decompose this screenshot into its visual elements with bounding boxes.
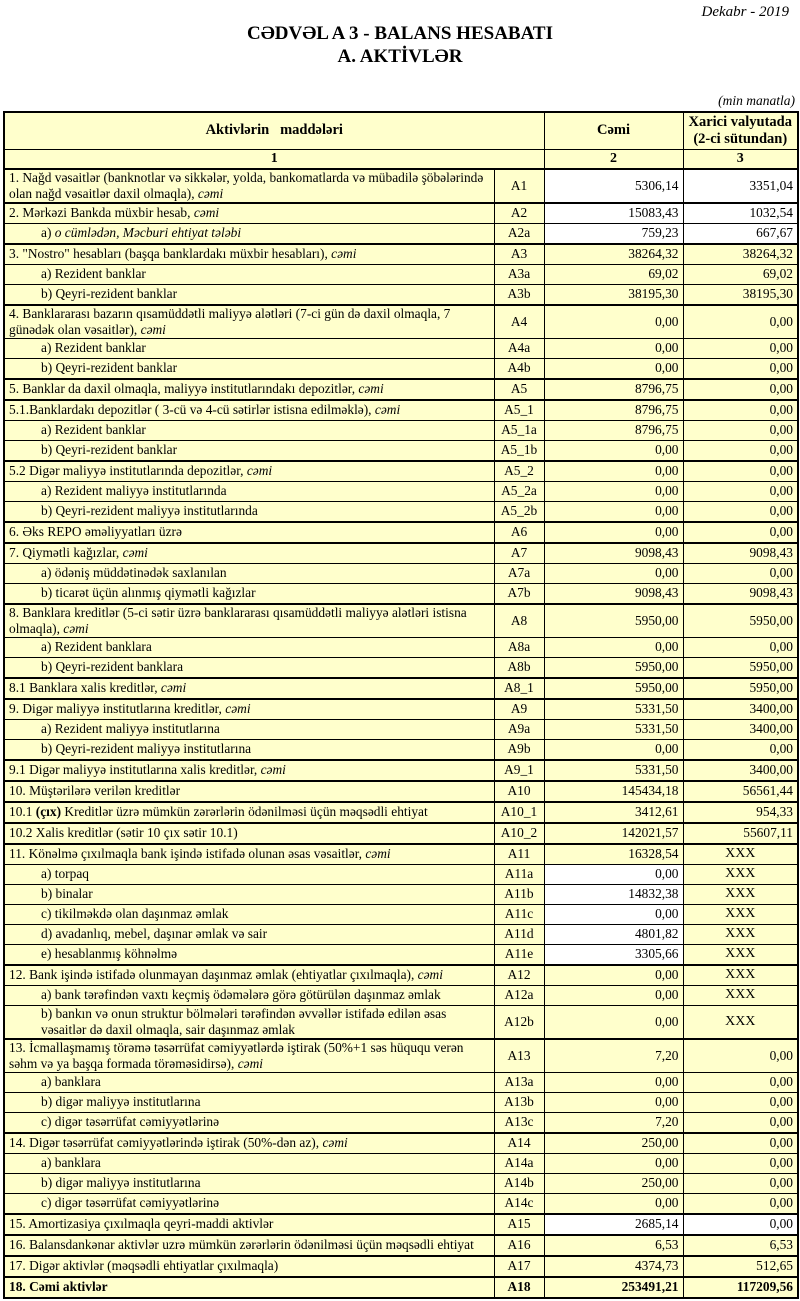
table-row [4, 904, 798, 924]
title-line-2: A. AKTİVLƏR [337, 45, 463, 67]
row-label: a) bank tərəfindən vaxtı keçmiş ödəmələrə görə götürülən daşınmaz əmlak [4, 985, 494, 1005]
foreign-currency-value: 0,00 [683, 1153, 798, 1173]
row-code: A13b [494, 1092, 544, 1112]
table-row [4, 501, 798, 522]
row-label: a) o cümlədən, Məcburi ehtiyat tələbi [4, 223, 494, 244]
row-label: 2. Mərkəzi Bankda müxbir hesab, cəmi [4, 203, 494, 224]
total-value: 7,20 [544, 1039, 683, 1073]
table-row [4, 379, 798, 400]
row-code: A5_2b [494, 501, 544, 522]
total-value: 5950,00 [544, 678, 683, 699]
foreign-currency-value: 5950,00 [683, 604, 798, 638]
table-row [4, 604, 798, 638]
table-row [4, 1133, 798, 1154]
row-code: A3a [494, 264, 544, 284]
row-code: A9 [494, 699, 544, 720]
total-value: 9098,43 [544, 543, 683, 564]
foreign-currency-value: 9098,43 [683, 583, 798, 604]
total-value: 6,53 [544, 1235, 683, 1256]
row-code: A10_1 [494, 802, 544, 823]
total-value: 5306,14 [544, 169, 683, 203]
table-header-row [4, 112, 798, 150]
total-value: 250,00 [544, 1133, 683, 1154]
row-label: a) ödəniş müddətinədək saxlanılan [4, 563, 494, 583]
foreign-currency-value: 0,00 [683, 338, 798, 358]
table-row [4, 338, 798, 358]
row-code: A8_1 [494, 678, 544, 699]
table-row [4, 1214, 798, 1235]
table-row [4, 781, 798, 802]
row-code: A13 [494, 1039, 544, 1073]
table-row [4, 400, 798, 421]
row-code: A12 [494, 965, 544, 986]
row-label: b) binalar [4, 884, 494, 904]
table-row [4, 1153, 798, 1173]
row-code: A3 [494, 244, 544, 265]
table-row [4, 719, 798, 739]
row-code: A7b [494, 583, 544, 604]
col-header-foreign-line1: Xarici valyutada [688, 114, 792, 131]
row-code: A15 [494, 1214, 544, 1235]
row-label: b) digər maliyyə institutlarına [4, 1173, 494, 1193]
total-value: 8796,75 [544, 379, 683, 400]
foreign-currency-value: 0,00 [683, 379, 798, 400]
col-header-items: Aktivlərin maddələri [4, 112, 544, 150]
col-header-foreign [683, 112, 798, 150]
total-value: 5950,00 [544, 604, 683, 638]
foreign-currency-value: XXX [683, 844, 798, 865]
total-value: 38264,32 [544, 244, 683, 265]
row-code: A10 [494, 781, 544, 802]
total-value: 0,00 [544, 864, 683, 884]
row-label: a) banklara [4, 1153, 494, 1173]
row-label: 7. Qiymətli kağızlar, cəmi [4, 543, 494, 564]
row-label: c) digər təsərrüfat cəmiyyətlərinə [4, 1193, 494, 1214]
row-code: A5_2 [494, 461, 544, 482]
foreign-currency-value: XXX [683, 1005, 798, 1039]
foreign-currency-value: 0,00 [683, 305, 798, 339]
foreign-currency-value: 0,00 [683, 481, 798, 501]
row-code: A4 [494, 305, 544, 339]
total-value: 16328,54 [544, 844, 683, 865]
table-row [4, 760, 798, 781]
foreign-currency-value: XXX [683, 864, 798, 884]
row-code: A2 [494, 203, 544, 224]
row-code: A7a [494, 563, 544, 583]
total-value: 5331,50 [544, 760, 683, 781]
total-value: 8796,75 [544, 420, 683, 440]
row-label: b) Qeyri-rezident banklara [4, 657, 494, 678]
foreign-currency-value: 3400,00 [683, 719, 798, 739]
table-row [4, 440, 798, 461]
foreign-currency-value: 0,00 [683, 1112, 798, 1133]
total-value: 3305,66 [544, 944, 683, 965]
foreign-currency-value: 56561,44 [683, 781, 798, 802]
row-label: 12. Bank işində istifadə olunmayan daşınmaz əmlak (ehtiyatlar çıxılmaqla), cəmi [4, 965, 494, 986]
row-code: A8b [494, 657, 544, 678]
foreign-currency-value: 55607,11 [683, 823, 798, 844]
total-value: 0,00 [544, 461, 683, 482]
total-value: 8796,75 [544, 400, 683, 421]
table-row [4, 305, 798, 339]
row-label: 9.1 Digər maliyyə institutlarına xalis kreditlər, cəmi [4, 760, 494, 781]
row-label: a) Rezident maliyyə institutlarında [4, 481, 494, 501]
table-row [4, 802, 798, 823]
row-label: c) digər təsərrüfat cəmiyyətlərinə [4, 1112, 494, 1133]
row-code: A4b [494, 358, 544, 379]
row-code: A12b [494, 1005, 544, 1039]
table-row [4, 884, 798, 904]
row-code: A13a [494, 1072, 544, 1092]
total-value: 0,00 [544, 358, 683, 379]
total-value: 7,20 [544, 1112, 683, 1133]
total-value: 0,00 [544, 1193, 683, 1214]
table-row [4, 1235, 798, 1256]
foreign-currency-value: 5950,00 [683, 678, 798, 699]
row-label: 5.2 Digər maliyyə institutlarında depozitlər, cəmi [4, 461, 494, 482]
row-code: A3b [494, 284, 544, 305]
row-code: A16 [494, 1235, 544, 1256]
table-row [4, 1277, 798, 1298]
table-row [4, 678, 798, 699]
total-value: 0,00 [544, 1072, 683, 1092]
foreign-currency-value: 38264,32 [683, 244, 798, 265]
total-value: 15083,43 [544, 203, 683, 224]
foreign-currency-value: 0,00 [683, 1133, 798, 1154]
foreign-currency-value: 0,00 [683, 440, 798, 461]
row-code: A7 [494, 543, 544, 564]
table-row [4, 823, 798, 844]
foreign-currency-value: 0,00 [683, 420, 798, 440]
total-value: 5950,00 [544, 657, 683, 678]
report-period: Dekabr - 2019 [701, 4, 789, 20]
foreign-currency-value: 0,00 [683, 739, 798, 760]
foreign-currency-value: XXX [683, 924, 798, 944]
row-code: A5_2a [494, 481, 544, 501]
foreign-currency-value: XXX [683, 884, 798, 904]
col-number-foreign: 3 [683, 149, 798, 169]
foreign-currency-value: 3351,04 [683, 169, 798, 203]
row-code: A9_1 [494, 760, 544, 781]
row-label: a) banklara [4, 1072, 494, 1092]
row-code: A17 [494, 1256, 544, 1277]
table-row [4, 420, 798, 440]
column-number-row [4, 149, 798, 169]
total-value: 253491,21 [544, 1277, 683, 1298]
foreign-currency-value: 6,53 [683, 1235, 798, 1256]
row-label: b) Qeyri-rezident maliyyə institutlarına [4, 739, 494, 760]
table-row [4, 864, 798, 884]
table-row [4, 985, 798, 1005]
row-code: A11d [494, 924, 544, 944]
foreign-currency-value: 512,65 [683, 1256, 798, 1277]
total-value: 0,00 [544, 1153, 683, 1173]
foreign-currency-value: 0,00 [683, 1173, 798, 1193]
foreign-currency-value: 0,00 [683, 1214, 798, 1235]
row-code: A1 [494, 169, 544, 203]
row-label: 5.1.Banklardakı depozitlər ( 3-cü və 4-cü sətirlər istisna edilməklə), cəmi [4, 400, 494, 421]
foreign-currency-value: 0,00 [683, 400, 798, 421]
total-value: 69,02 [544, 264, 683, 284]
row-label: b) ticarət üçün alınmış qiymətli kağızlar [4, 583, 494, 604]
total-value: 145434,18 [544, 781, 683, 802]
table-row [4, 358, 798, 379]
total-value: 14832,38 [544, 884, 683, 904]
total-value: 0,00 [544, 904, 683, 924]
col-number-items: 1 [4, 149, 544, 169]
row-label: b) bankın və onun struktur bölmələri tərəfindən əvvəllər istifadə edilən əsas vəsaitlər də daxil olmaqla, sair daşınmaz əmlak [4, 1005, 494, 1039]
foreign-currency-value: 9098,43 [683, 543, 798, 564]
row-code: A11a [494, 864, 544, 884]
foreign-currency-value: 954,33 [683, 802, 798, 823]
total-value: 0,00 [544, 338, 683, 358]
row-label: b) Qeyri-rezident banklar [4, 358, 494, 379]
total-value: 0,00 [544, 522, 683, 543]
foreign-currency-value: 0,00 [683, 1193, 798, 1214]
col-header-foreign-line2: (2-ci sütundan) [693, 130, 788, 147]
row-label: 16. Balansdankənar aktivlər uzrə mümkün zərərlərin ödənilməsi üçün məqsədli ehtiyat [4, 1235, 494, 1256]
assets-table [3, 111, 799, 1299]
row-code: A14 [494, 1133, 544, 1154]
foreign-currency-value: 667,67 [683, 223, 798, 244]
row-code: A18 [494, 1277, 544, 1298]
table-row [4, 1005, 798, 1039]
row-code: A5_1a [494, 420, 544, 440]
table-row [4, 637, 798, 657]
row-label: b) Qeyri-rezident banklar [4, 284, 494, 305]
row-label: b) Qeyri-rezident banklar [4, 440, 494, 461]
table-row [4, 1173, 798, 1193]
total-value: 4801,82 [544, 924, 683, 944]
foreign-currency-value: 0,00 [683, 1092, 798, 1112]
foreign-currency-value: 38195,30 [683, 284, 798, 305]
row-label: a) Rezident maliyyə institutlarına [4, 719, 494, 739]
total-value: 0,00 [544, 481, 683, 501]
table-row [4, 223, 798, 244]
table-row [4, 264, 798, 284]
row-code: A13c [494, 1112, 544, 1133]
foreign-currency-value: 0,00 [683, 522, 798, 543]
table-row [4, 244, 798, 265]
table-row [4, 965, 798, 986]
row-code: A6 [494, 522, 544, 543]
row-label: 11. Könəlmə çıxılmaqla bank işində istifadə olunan əsas vəsaitlər, cəmi [4, 844, 494, 865]
total-value: 0,00 [544, 965, 683, 986]
row-code: A5_1 [494, 400, 544, 421]
table-row [4, 481, 798, 501]
total-value: 0,00 [544, 985, 683, 1005]
row-label: c) tikilməkdə olan daşınmaz əmlak [4, 904, 494, 924]
table-row [4, 203, 798, 224]
row-label: 8. Banklara kreditlər (5-ci sətir üzrə banklararası qısamüddətli maliyyə alətləri istisna olmaqla), cəmi [4, 604, 494, 638]
foreign-currency-value: XXX [683, 944, 798, 965]
row-label: 6. Əks REPO əməliyyatları üzrə [4, 522, 494, 543]
row-label: a) Rezident banklar [4, 264, 494, 284]
foreign-currency-value: XXX [683, 904, 798, 924]
row-code: A11c [494, 904, 544, 924]
row-label: 4. Banklararası bazarın qısamüddətli maliyyə alətləri (7-ci gün də daxil olmaqla, 7 günədək olan vəsaitlər), cəmi [4, 305, 494, 339]
total-value: 0,00 [544, 1005, 683, 1039]
table-row [4, 461, 798, 482]
unit-note: (min manatla) [718, 92, 795, 108]
foreign-currency-value: 117209,56 [683, 1277, 798, 1298]
row-label: 18. Cəmi aktivlər [4, 1277, 494, 1298]
total-value: 5331,50 [544, 699, 683, 720]
total-value: 2685,14 [544, 1214, 683, 1235]
total-value: 38195,30 [544, 284, 683, 305]
row-label: a) Rezident banklara [4, 637, 494, 657]
foreign-currency-value: 0,00 [683, 1072, 798, 1092]
table-row [4, 583, 798, 604]
row-code: A14b [494, 1173, 544, 1193]
row-code: A5 [494, 379, 544, 400]
row-label: a) Rezident banklar [4, 420, 494, 440]
row-label: 10.1 (çıx) Kreditlər üzrə mümkün zərərlərin ödənilməsi üçün məqsədli ehtiyat [4, 802, 494, 823]
table-row [4, 944, 798, 965]
total-value: 0,00 [544, 1092, 683, 1112]
row-label: 14. Digər təsərrüfat cəmiyyətlərində iştirak (50%-dən az), cəmi [4, 1133, 494, 1154]
foreign-currency-value: 0,00 [683, 1039, 798, 1073]
row-code: A12a [494, 985, 544, 1005]
total-value: 250,00 [544, 1173, 683, 1193]
table-row [4, 1193, 798, 1214]
row-label: d) avadanlıq, mebel, daşınar əmlak və sair [4, 924, 494, 944]
total-value: 3412,61 [544, 802, 683, 823]
total-value: 759,23 [544, 223, 683, 244]
table-row [4, 657, 798, 678]
row-code: A4a [494, 338, 544, 358]
table-row [4, 1072, 798, 1092]
total-value: 0,00 [544, 501, 683, 522]
row-code: A11b [494, 884, 544, 904]
table-row [4, 284, 798, 305]
title-line-1: CƏDVƏL A 3 - BALANS HESABATI [247, 23, 553, 44]
row-code: A14c [494, 1193, 544, 1214]
row-label: 10.2 Xalis kreditlər (sətir 10 çıx sətir 10.1) [4, 823, 494, 844]
table-row [4, 1256, 798, 1277]
table-row [4, 1039, 798, 1073]
row-label: 10. Müştərilərə verilən kreditlər [4, 781, 494, 802]
document-title [3, 23, 797, 69]
row-code: A14a [494, 1153, 544, 1173]
total-value: 0,00 [544, 637, 683, 657]
foreign-currency-value: XXX [683, 985, 798, 1005]
total-value: 5331,50 [544, 719, 683, 739]
foreign-currency-value: XXX [683, 965, 798, 986]
total-value: 9098,43 [544, 583, 683, 604]
total-value: 0,00 [544, 440, 683, 461]
row-code: A8 [494, 604, 544, 638]
row-label: 15. Amortizasiya çıxılmaqla qeyri-maddi aktivlər [4, 1214, 494, 1235]
row-label: 8.1 Banklara xalis kreditlər, cəmi [4, 678, 494, 699]
row-code: A10_2 [494, 823, 544, 844]
row-label: a) Rezident banklar [4, 338, 494, 358]
row-label: 9. Digər maliyyə institutlarına kreditlər, cəmi [4, 699, 494, 720]
table-row [4, 924, 798, 944]
total-value: 4374,73 [544, 1256, 683, 1277]
foreign-currency-value: 1032,54 [683, 203, 798, 224]
total-value: 142021,57 [544, 823, 683, 844]
row-label: 13. İcmallaşmamış törəmə təsərrüfat cəmiyyətlərdə iştirak (50%+1 səs hüququ verən səhm və ya başqa formada törəməsidirsə), cəmi [4, 1039, 494, 1073]
foreign-currency-value: 3400,00 [683, 760, 798, 781]
row-code: A8a [494, 637, 544, 657]
table-row [4, 522, 798, 543]
table-row [4, 739, 798, 760]
row-code: A9a [494, 719, 544, 739]
table-row [4, 1092, 798, 1112]
table-row [4, 563, 798, 583]
col-number-total: 2 [544, 149, 683, 169]
table-row [4, 543, 798, 564]
row-code: A9b [494, 739, 544, 760]
total-value: 0,00 [544, 739, 683, 760]
col-header-total: Cəmi [544, 112, 683, 150]
row-label: 17. Digər aktivlər (məqsədli ehtiyatlar çıxılmaqla) [4, 1256, 494, 1277]
row-code: A5_1b [494, 440, 544, 461]
table-row [4, 169, 798, 203]
foreign-currency-value: 0,00 [683, 358, 798, 379]
table-row [4, 1112, 798, 1133]
foreign-currency-value: 0,00 [683, 461, 798, 482]
table-row [4, 699, 798, 720]
row-label: b) Qeyri-rezident maliyyə institutlarında [4, 501, 494, 522]
row-label: 3. "Nostro" hesabları (başqa banklardakı müxbir hesabları), cəmi [4, 244, 494, 265]
row-label: b) digər maliyyə institutlarına [4, 1092, 494, 1112]
foreign-currency-value: 0,00 [683, 637, 798, 657]
row-label: e) hesablanmış köhnəlmə [4, 944, 494, 965]
row-code: A11e [494, 944, 544, 965]
row-label: a) torpaq [4, 864, 494, 884]
row-code: A11 [494, 844, 544, 865]
table-row [4, 844, 798, 865]
total-value: 0,00 [544, 563, 683, 583]
foreign-currency-value: 0,00 [683, 501, 798, 522]
row-label: 1. Nağd vəsaitlər (banknotlar və sikkələr, yolda, bankomatlarda və mübadilə şöbələrində olan nağd vəsaitlər daxil olmaqla), cəmi [4, 169, 494, 203]
foreign-currency-value: 5950,00 [683, 657, 798, 678]
foreign-currency-value: 69,02 [683, 264, 798, 284]
foreign-currency-value: 3400,00 [683, 699, 798, 720]
foreign-currency-value: 0,00 [683, 563, 798, 583]
row-label: 5. Banklar da daxil olmaqla, maliyyə institutlarındakı depozitlər, cəmi [4, 379, 494, 400]
total-value: 0,00 [544, 305, 683, 339]
row-code: A2a [494, 223, 544, 244]
